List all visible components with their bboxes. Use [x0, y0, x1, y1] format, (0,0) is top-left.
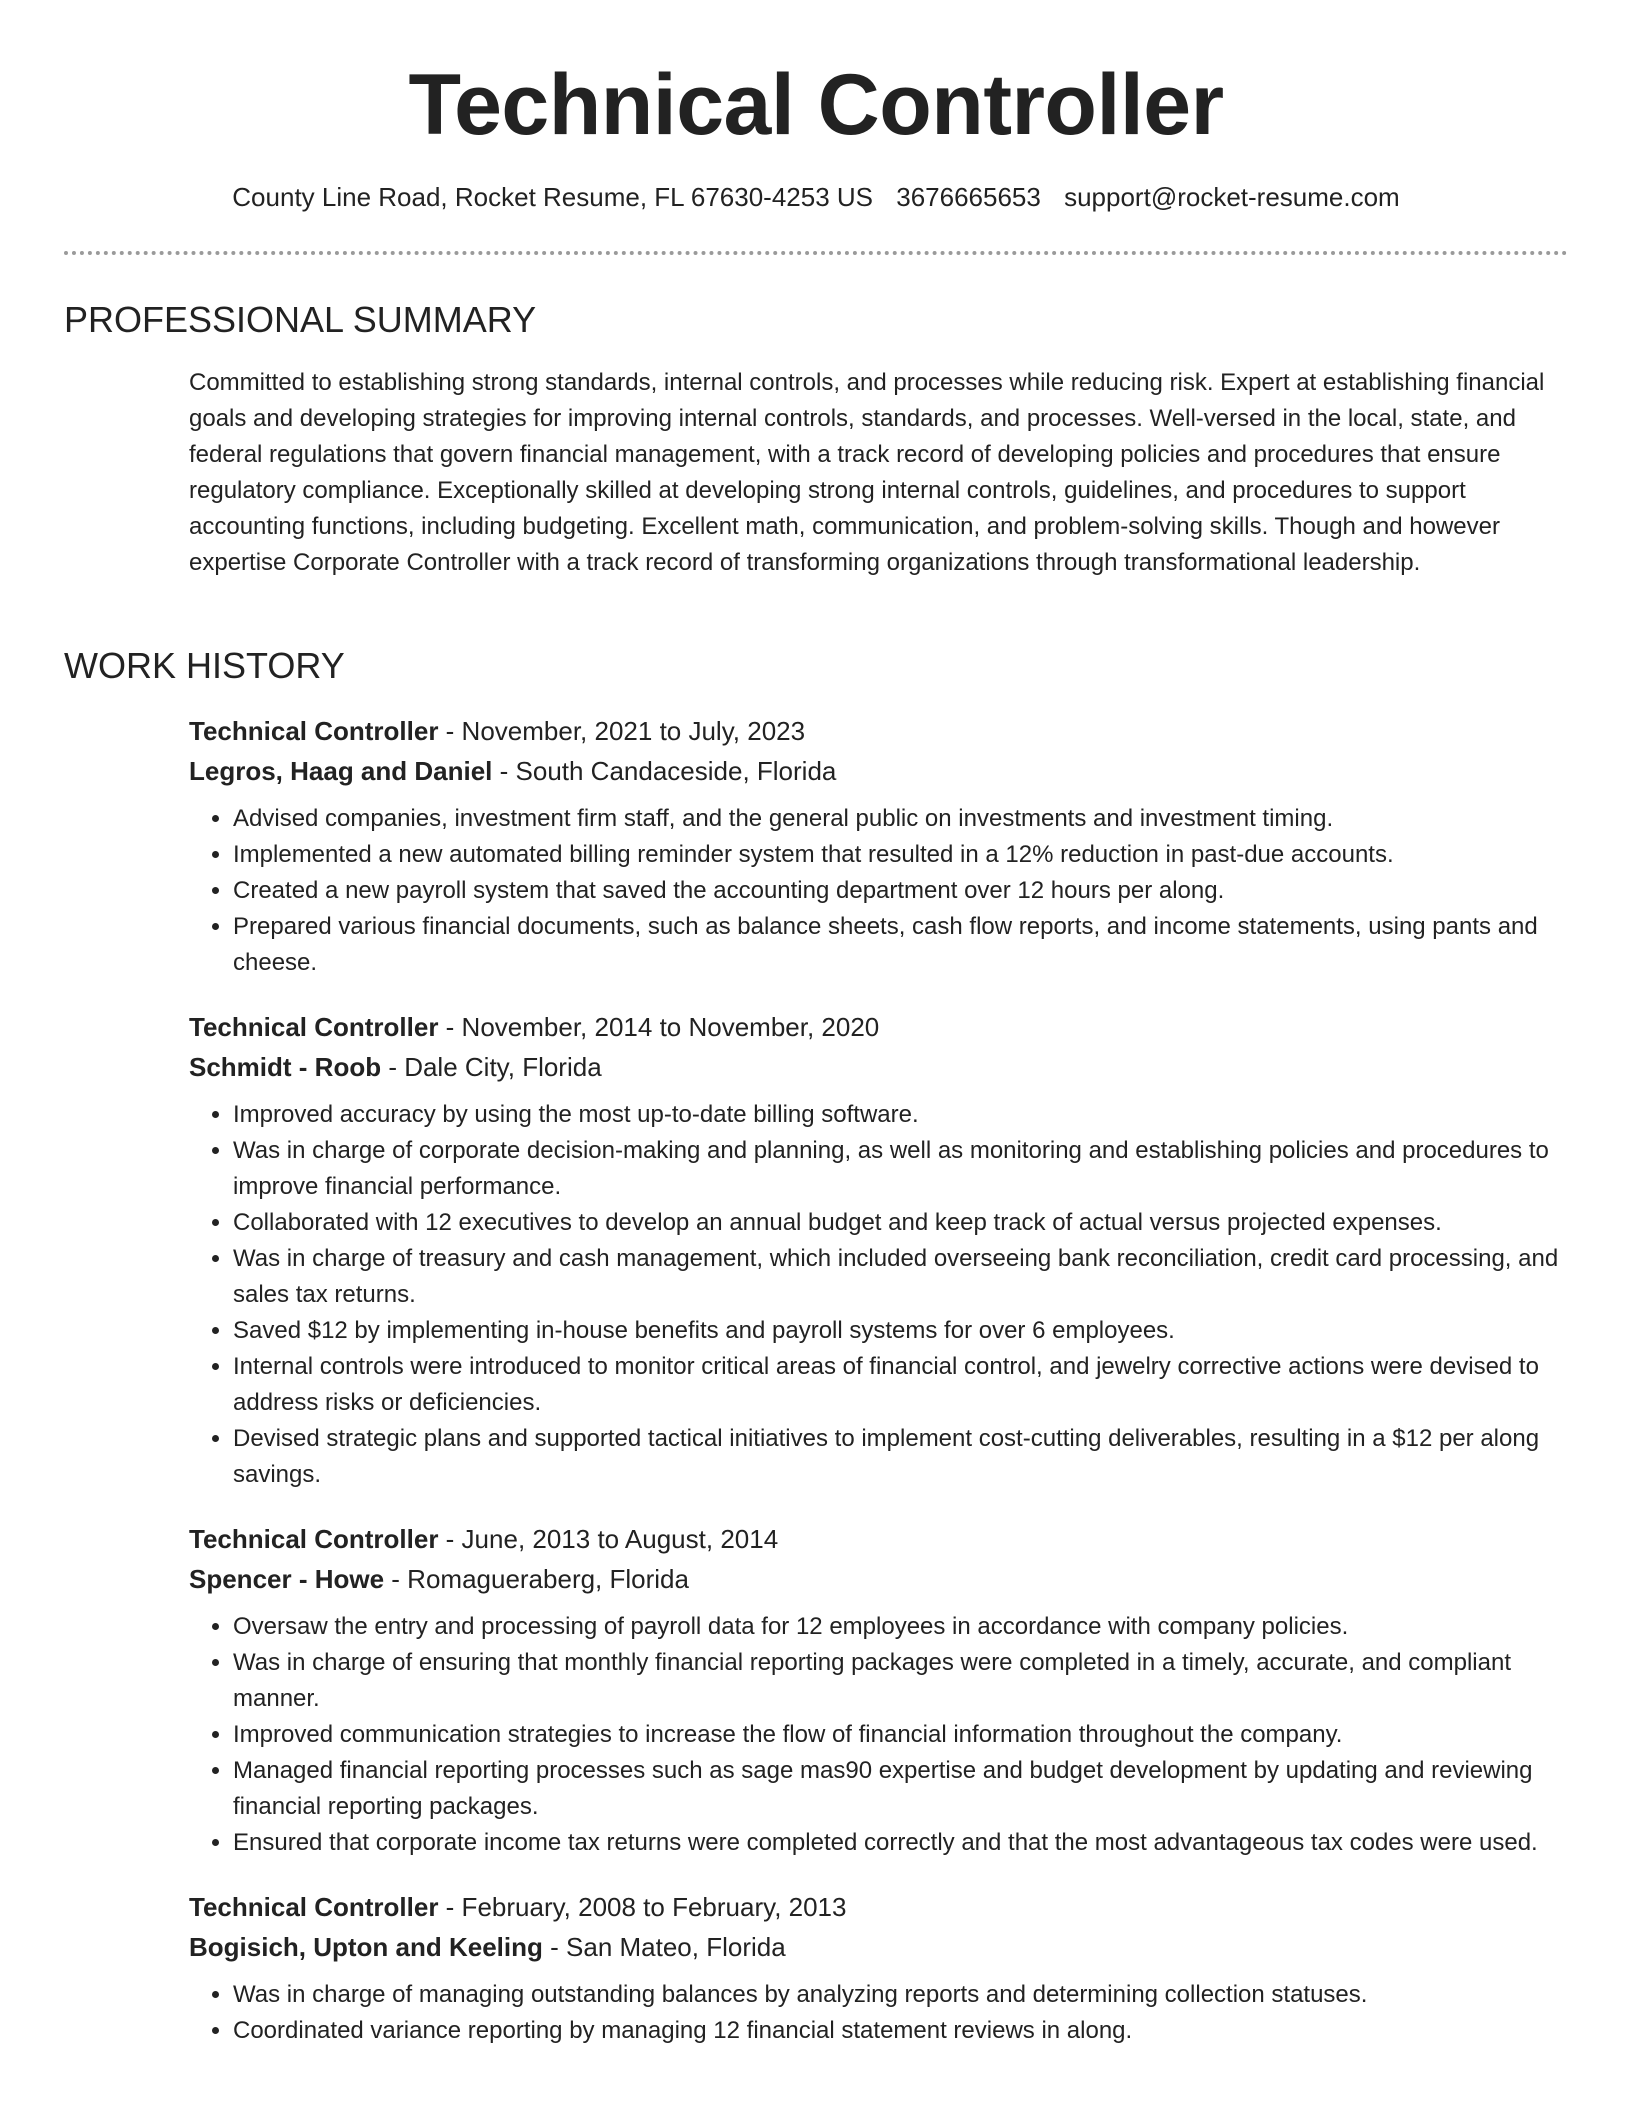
job-location: - San Mateo, Florida — [542, 1932, 786, 1962]
job-entry — [189, 1007, 1568, 1493]
job-entry — [189, 1519, 1568, 1861]
job-location: - Dale City, Florida — [381, 1052, 602, 1082]
job-bullet: • Was in charge of corporate decision-making and planning, as well as monitoring and establishing policies and procedures to improve financial performance. — [233, 1133, 1568, 1205]
job-bullet: • Improved accuracy by using the most up-to-date billing software. — [233, 1097, 1568, 1133]
job-dates: - June, 2013 to August, 2014 — [438, 1524, 779, 1554]
job-bullet: • Was in charge of treasury and cash management, which included overseeing bank reconciliation, credit card processing, and sales tax returns. — [233, 1241, 1568, 1313]
job-company: Schmidt - Roob — [189, 1052, 382, 1082]
job-bullet: • Coordinated variance reporting by managing 12 financial statement reviews in along. — [233, 2013, 1568, 2049]
job-company-line — [189, 1047, 1568, 1087]
job-company-line — [189, 1927, 1568, 1967]
job-bullet: • Created a new payroll system that saved the accounting department over 12 hours per along. — [233, 873, 1568, 909]
job-title-line — [189, 1519, 1568, 1559]
job-title-line — [189, 1887, 1568, 1927]
job-bullet: • Oversaw the entry and processing of payroll data for 12 employees in accordance with company policies. — [233, 1609, 1568, 1645]
job-bullets — [189, 801, 1568, 981]
job-bullet: • Saved $12 by implementing in-house benefits and payroll systems for over 6 employees. — [233, 1313, 1568, 1349]
job-bullet: • Collaborated with 12 executives to develop an annual budget and keep track of actual versus projected expenses. — [233, 1205, 1568, 1241]
contact-line — [0, 180, 1632, 214]
work-history-list — [189, 711, 1568, 2075]
job-bullet: • Was in charge of managing outstanding balances by analyzing reports and determining collection statuses. — [233, 1977, 1568, 2013]
job-dates: - November, 2021 to July, 2023 — [438, 716, 806, 746]
work-history-heading: WORK HISTORY — [64, 645, 345, 686]
summary-heading: PROFESSIONAL SUMMARY — [64, 299, 537, 340]
job-title-line — [189, 1007, 1568, 1047]
job-location: - South Candaceside, Florida — [492, 756, 837, 786]
job-role: Technical Controller — [189, 1012, 439, 1042]
job-bullet: • Was in charge of ensuring that monthly financial reporting packages were completed in a timely, accurate, and compliant manner. — [233, 1645, 1568, 1717]
job-bullet: • Managed financial reporting processes such as sage mas90 expertise and budget development by updating and reviewing financial reporting packages. — [233, 1753, 1568, 1825]
job-company-line — [189, 1559, 1568, 1599]
address: County Line Road, Rocket Resume, FL 67630-4253 US — [232, 182, 874, 212]
job-bullet: • Implemented a new automated billing reminder system that resulted in a 12% reduction in past-due accounts. — [233, 837, 1568, 873]
job-bullets — [189, 1977, 1568, 2049]
header-divider — [64, 251, 1568, 255]
job-bullet: • Devised strategic plans and supported tactical initiatives to implement cost-cutting deliverables, resulting in a $12 per along savings. — [233, 1421, 1568, 1493]
job-title-line — [189, 711, 1568, 751]
job-role: Technical Controller — [189, 1524, 439, 1554]
job-company-line — [189, 751, 1568, 791]
job-company: Legros, Haag and Daniel — [189, 756, 493, 786]
job-bullet: • Improved communication strategies to increase the flow of financial information throughout the company. — [233, 1717, 1568, 1753]
job-dates: - November, 2014 to November, 2020 — [438, 1012, 880, 1042]
job-location: - Romagueraberg, Florida — [384, 1564, 689, 1594]
email: support@rocket-resume.com — [1064, 182, 1400, 212]
job-role: Technical Controller — [189, 716, 439, 746]
job-dates: - February, 2008 to February, 2013 — [438, 1892, 847, 1922]
job-bullet: • Advised companies, investment firm staff, and the general public on investments and investment timing. — [233, 801, 1568, 837]
job-bullets — [189, 1609, 1568, 1861]
candidate-name: Technical Controller — [408, 57, 1224, 153]
job-role: Technical Controller — [189, 1892, 439, 1922]
phone: 3676665653 — [896, 182, 1041, 212]
job-bullet: • Internal controls were introduced to monitor critical areas of financial control, and jewelry corrective actions were devised to address risks or deficiencies. — [233, 1349, 1568, 1421]
job-company: Spencer - Howe — [189, 1564, 385, 1594]
job-bullet: • Ensured that corporate income tax returns were completed correctly and that the most advantageous tax codes were used. — [233, 1825, 1568, 1861]
job-company: Bogisich, Upton and Keeling — [189, 1932, 543, 1962]
summary-text: Committed to establishing strong standards, internal controls, and processes while reducing risk. Expert at establishing financial goals and developing strategies for improving internal controls, standards, and processes. Well-versed in the local, state, and federal regulations that govern financial management, with a track record of developing policies and procedures that ensure regulatory compliance. Exceptionally skilled at developing strong internal controls, guidelines, and procedures to support accounting functions, including budgeting. Excellent math, communication, and problem-solving skills. Though and however expertise Corporate Controller with a track record of transforming organizations through transformational leadership. — [189, 369, 1545, 576]
job-entry — [189, 711, 1568, 981]
job-entry — [189, 1887, 1568, 2049]
job-bullet: • Prepared various financial documents, such as balance sheets, cash flow reports, and income statements, using pants and cheese. — [233, 909, 1568, 981]
job-bullets — [189, 1097, 1568, 1493]
